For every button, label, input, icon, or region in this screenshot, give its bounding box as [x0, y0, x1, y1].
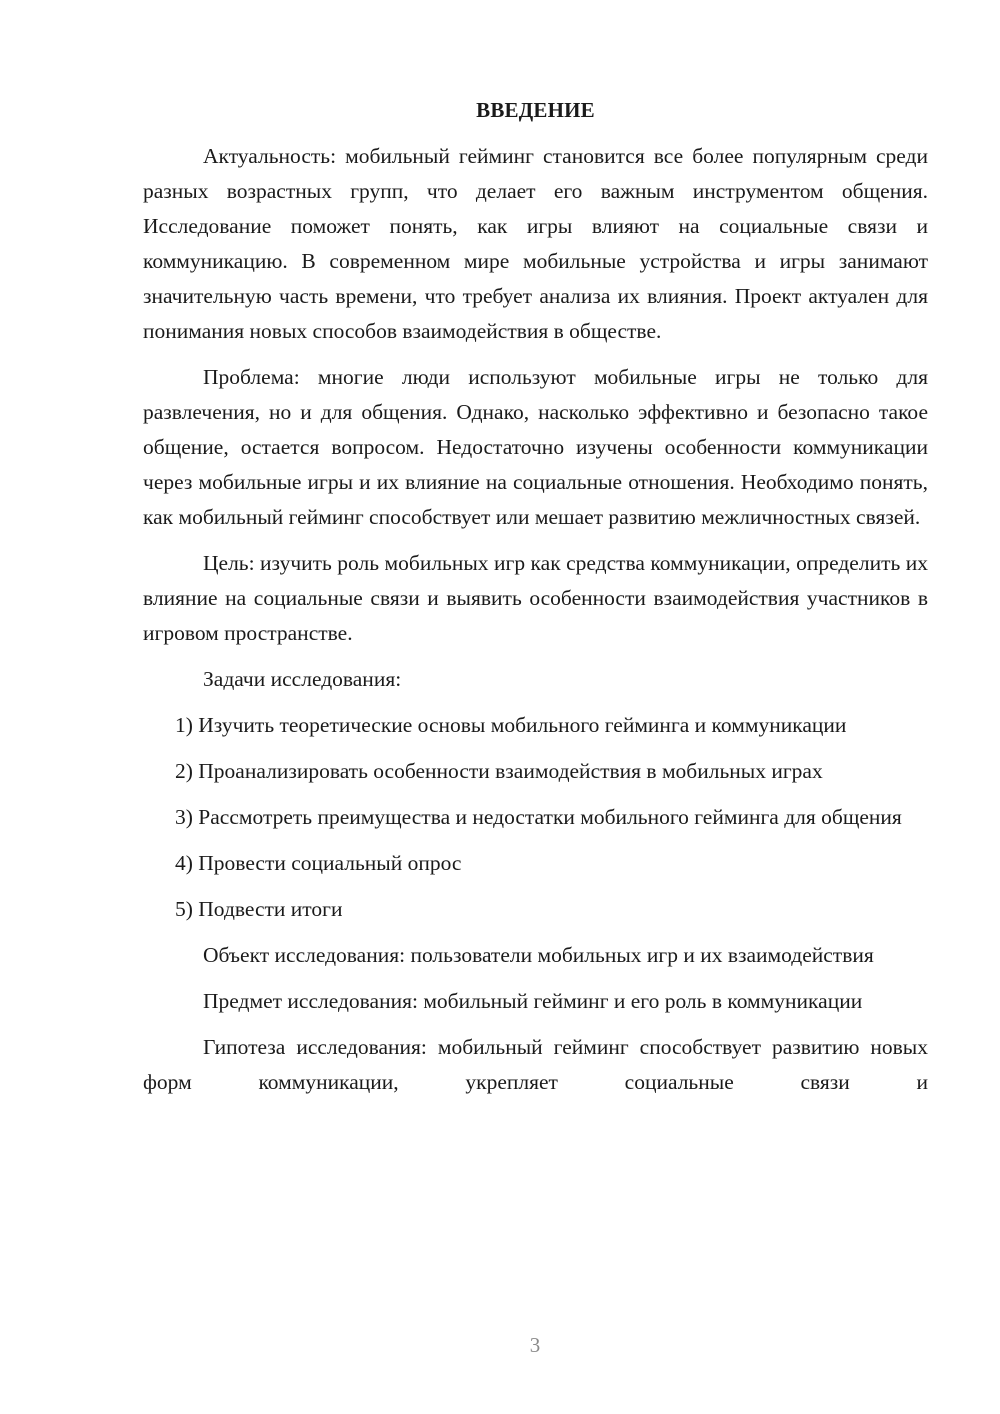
task-item-2: 2) Проанализировать особенности взаимодействия в мобильных играх [175, 759, 823, 783]
relevance-paragraph: Актуальность: мобильный гейминг становится все более популярным среди разных возрастных групп, что делает его важным инструментом общения. Исследование поможет понять, как игры влияют на социальные связи и коммуникацию. В современном мире мобильные устройства и игры занимают значительную часть времени, что требует анализа их влияния. Проект актуален для понимания новых способов взаимодействия в обществе. [143, 144, 928, 343]
page-number: 3 [529, 1333, 541, 1357]
task-item-1: 1) Изучить теоретические основы мобильного гейминга и коммуникации [175, 713, 847, 737]
page-content [143, 93, 928, 1111]
task-item-5: 5) Подвести итоги [175, 897, 343, 921]
task-item-3: 3) Рассмотреть преимущества и недостатки мобильного гейминга для общения [175, 805, 902, 829]
problem-paragraph: Проблема: многие люди используют мобильные игры не только для развлечения, но и для общения. Однако, насколько эффективно и безопасно такое общение, остается вопросом. Недостаточно изучены особенности коммуникации через мобильные игры и их влияние на социальные отношения. Необходимо понять, как мобильный гейминг способствует или мешает развитию межличностных связей. [143, 365, 928, 529]
object-paragraph: Объект исследования: пользователи мобильных игр и их взаимодействия [203, 943, 874, 967]
goal-paragraph: Цель: изучить роль мобильных игр как средства коммуникации, определить их влияние на социальные связи и выявить особенности взаимодействия участников в игровом пространстве. [143, 551, 928, 645]
hypothesis-paragraph: Гипотеза исследования: мобильный гейминг способствует развитию новых форм коммуникации, укрепляет социальные связи и [143, 1035, 928, 1094]
section-heading: ВВЕДЕНИЕ [476, 98, 595, 122]
subject-paragraph: Предмет исследования: мобильный гейминг и его роль в коммуникации [203, 989, 863, 1013]
task-item-4: 4) Провести социальный опрос [175, 851, 462, 875]
tasks-title: Задачи исследования: [203, 667, 402, 691]
